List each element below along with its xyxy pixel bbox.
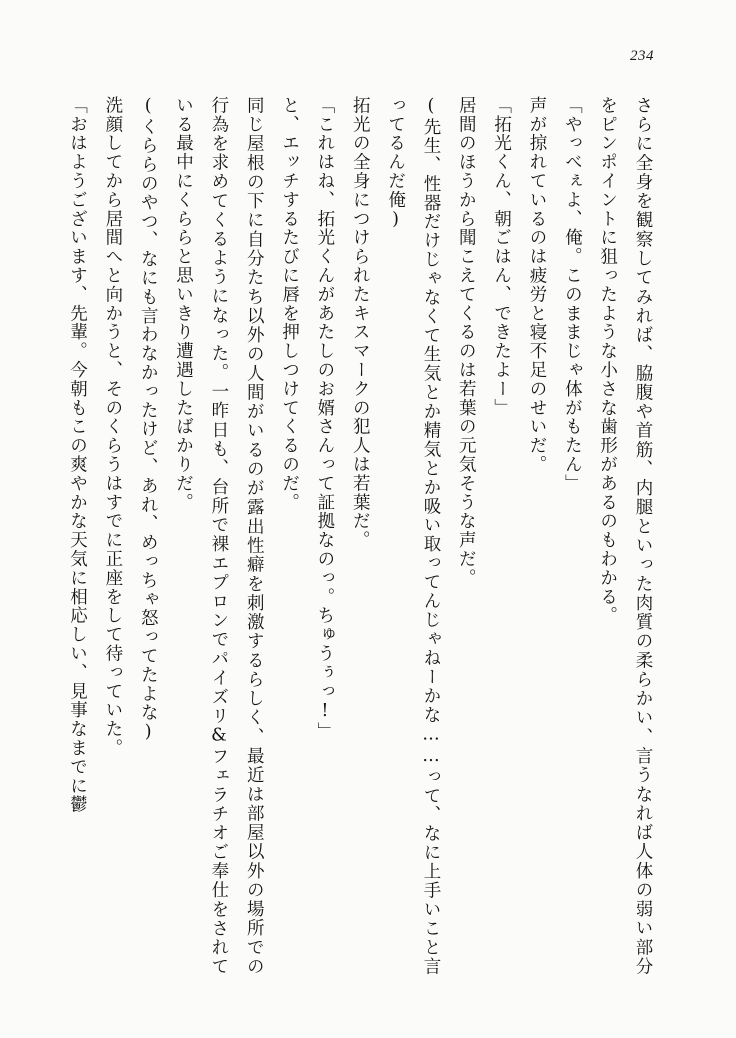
paragraph: 「やっべぇよ、俺。このままじゃ体がもたん」 — [562, 96, 583, 493]
paragraph-with-ruby — [59, 96, 94, 976]
page-number: 234 — [630, 48, 654, 64]
paragraph: (先生、性器だけじゃなくて生気とか精気とか吸い取ってんじゃねーかな……って、なに上手いこと言ってるんだ俺) — [385, 96, 441, 976]
paragraph: 声が掠れているのは疲労と寝不足のせいだ。 — [526, 96, 547, 474]
paragraph: 拓光の全身につけられたキスマークの犯人は若葉だ。 — [350, 96, 371, 550]
paragraph: 「拓光くん、朝ごはん、できたよー」 — [491, 96, 512, 418]
paragraph: さらに全身を観察してみれば、脇腹や首筋、内腿といった肉質の柔らかい、言うなれば人体の弱い部分をピンポイントに狙ったような小さな歯形があるのもわかる。 — [597, 96, 653, 976]
paragraph-text: 「おはようございます、先輩。今朝もこの爽やかな天気に相応しい、見事なまでに鬱 — [67, 96, 88, 815]
vertical-text-body — [67, 96, 660, 976]
paragraph: (くららのやつ、なにも言わなかったけど、あれ、めっちゃ怒ってたよな) — [138, 96, 159, 744]
paragraph: 「これはね、拓光くんがあたしのお婿さんって証拠なのっ。ちゅうぅっ!」 — [314, 96, 335, 742]
paragraph: 洗顔してから居間へと向かうと、そのくらうはすでに正座をして待っていた。 — [102, 96, 123, 758]
paragraph: と、エッチするたびに唇を押しつけてくるのだ。 — [279, 96, 300, 512]
paragraph: 居間のほうから聞こえてくるのは若葉の元気そうな声だ。 — [456, 96, 477, 588]
paragraph: 同じ屋根の下に自分たち以外の人間がいるのが露出性癖を刺激するらしく、最近は部屋以外の場所での行為を求めてくるようになった。一昨日も、台所で裸エプロンでパイズリ&フェラチオご奉仕をされている最中にくららと思いきり遭遇したばかりだ。 — [173, 96, 265, 976]
